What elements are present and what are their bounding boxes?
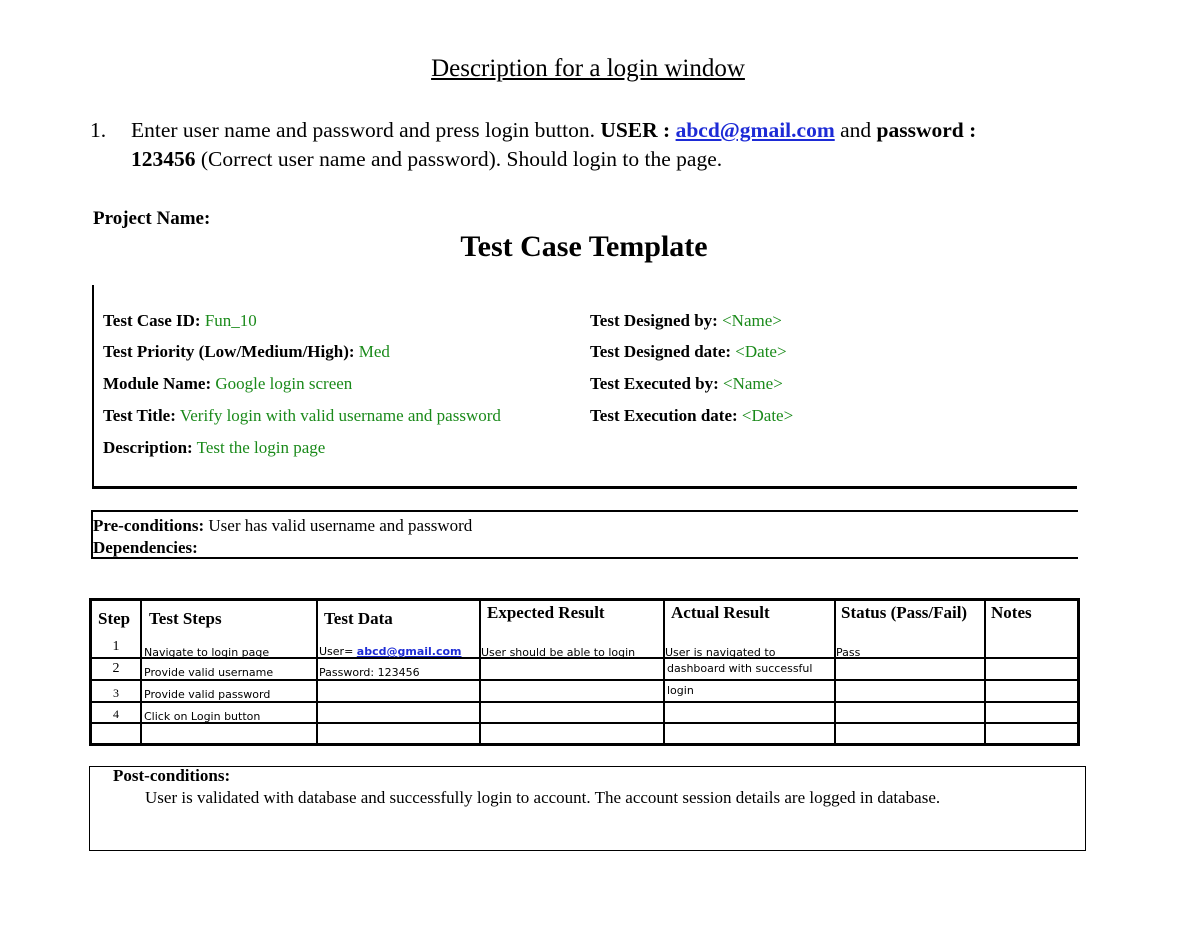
test-data-cell: Password: 123456 <box>319 666 420 679</box>
info-label: Test Executed by: <box>590 374 719 393</box>
info-label: Test Designed by: <box>590 311 718 330</box>
status-cell: Pass <box>836 646 861 659</box>
actual-result-cell: login <box>667 684 694 697</box>
header-actual-result: Actual Result <box>671 603 770 622</box>
step-suffix: (Correct user name and password). Should login to the page. <box>195 147 723 171</box>
password-label: password : <box>876 118 977 142</box>
info-value: Med <box>358 342 390 361</box>
document-title: Description for a login window <box>431 55 745 82</box>
step-number: 1. <box>90 118 107 142</box>
info-label: Test Execution date: <box>590 406 738 425</box>
info-label: Test Case ID: <box>103 311 201 330</box>
info-value: Test the login page <box>196 438 326 457</box>
info-value: Google login screen <box>215 374 353 393</box>
info-label: Description: <box>103 438 193 457</box>
password-value: 123456 <box>131 147 196 171</box>
test-data-email-link[interactable]: abcd@gmail.com <box>356 645 462 658</box>
dependencies-label: Dependencies: <box>93 538 198 557</box>
info-label: Test Title: <box>103 406 176 425</box>
info-test-title <box>103 406 501 426</box>
preconditions-value: User has valid username and password <box>208 516 473 535</box>
postconditions-label: Post-conditions: <box>113 766 231 785</box>
project-name-label: Project Name: <box>93 208 211 229</box>
test-step-cell: Click on Login button <box>144 710 261 723</box>
step-number-cell: 4 <box>113 707 119 721</box>
info-box-left-border <box>92 285 94 489</box>
info-label: Module Name: <box>103 374 212 393</box>
expected-result-cell: User should be able to login <box>481 646 636 659</box>
header-step: Step <box>98 609 131 628</box>
test-step-cell: Provide valid password <box>144 688 271 701</box>
header-notes: Notes <box>991 603 1032 622</box>
info-value: <Date> <box>741 406 794 425</box>
postconditions-box <box>89 766 1086 851</box>
info-designed-by <box>590 311 782 331</box>
info-designed-date <box>590 342 787 362</box>
actual-result-cell: dashboard with successful <box>667 662 813 675</box>
dependencies <box>93 538 198 558</box>
info-label: Test Priority (Low/Medium/High): <box>103 342 355 361</box>
email-link[interactable]: abcd@gmail.com <box>675 118 835 142</box>
test-steps-table <box>89 598 1080 746</box>
user-label: USER : <box>600 118 676 142</box>
info-box-bottom-border <box>92 486 1077 489</box>
test-data-cell <box>319 645 462 658</box>
info-value: <Name> <box>723 374 783 393</box>
table-divider <box>92 701 1077 703</box>
preconditions-label: Pre-conditions: <box>93 516 205 535</box>
preconditions <box>93 516 472 536</box>
table-divider <box>92 679 1077 681</box>
postconditions-text: User is validated with database and successfully login to account. The account session details are logged in database. <box>145 788 941 807</box>
step-number-cell: 1 <box>112 639 120 654</box>
test-data-prefix: User= <box>319 645 357 658</box>
info-label: Test Designed date: <box>590 342 732 361</box>
info-description <box>103 438 325 458</box>
info-value: <Date> <box>735 342 787 361</box>
header-test-steps: Test Steps <box>149 609 222 628</box>
info-value: <Name> <box>722 311 782 330</box>
info-test-priority <box>103 342 390 362</box>
test-step-cell: Provide valid username <box>144 666 274 679</box>
step-number-cell: 3 <box>113 686 119 700</box>
header-status: Status (Pass/Fail) <box>841 603 968 622</box>
header-test-data: Test Data <box>324 609 393 628</box>
info-execution-date <box>590 406 793 426</box>
info-module-name <box>103 374 352 394</box>
step-intro: Enter user name and password and press login button. <box>131 118 601 142</box>
and-text: and <box>834 118 877 142</box>
test-step-cell: Navigate to login page <box>144 646 270 659</box>
step-number-cell: 2 <box>112 661 120 676</box>
template-title: Test Case Template <box>460 230 708 263</box>
info-value: Fun_10 <box>204 311 257 330</box>
info-executed-by <box>590 374 783 394</box>
info-value: Verify login with valid username and password <box>179 406 501 425</box>
actual-result-cell: User is navigated to <box>665 646 776 659</box>
header-expected-result: Expected Result <box>487 603 605 622</box>
info-test-case-id <box>103 311 257 331</box>
step-text <box>131 116 1111 174</box>
